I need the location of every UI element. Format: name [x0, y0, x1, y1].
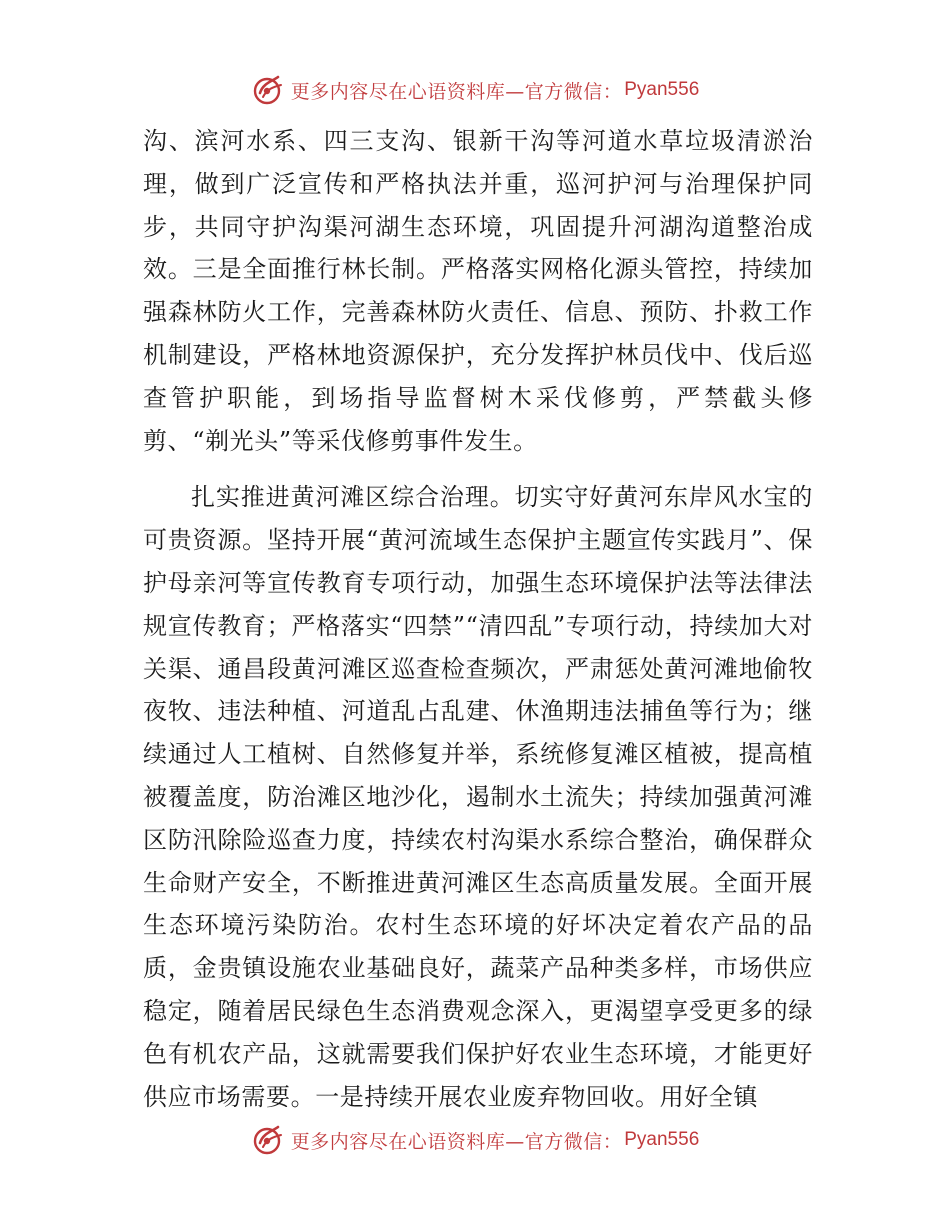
- paragraph-2: 扎实推进黄河滩区综合治理。切实守好黄河东岸风水宝的可贵资源。坚持开展“黄河流域生态保护主题宣传实践月”、保护母亲河等宣传教育专项行动，加强生态环境保护法等法律法规宣传教育；严格落实“四禁”“清四乱”专项行动，持续加大对关渠、通昌段黄河滩区巡查检查频次，严肃惩处黄河滩地偷牧夜牧、违法种植、河道乱占乱建、休渔期违法捕鱼等行为；继续通过人工植树、自然修复并举，系统修复滩区植被，提高植被覆盖度，防治滩区地沙化，遏制水土流失；持续加强黄河滩区防汛除险巡查力度，持续农村沟渠水系综合整治，确保群众生命财产安全，不断推进黄河滩区生态高质量发展。全面开展生态环境污染防治。农村生态环境的好坏决定着农产品的品质，金贵镇设施农业基础良好，蔬菜产品种类多样，市场供应稳定，随着居民绿色生态消费观念深入，更渴望享受更多的绿色有机农产品，这就需要我们保护好农业生态环境，才能更好供应市场需要。一是持续开展农业废弃物回收。用好全镇: [143, 483, 813, 1111]
- header-banner-text: 更多内容尽在心语资料库—官方微信：: [290, 80, 623, 103]
- red-flourish-logo-icon: [251, 1123, 285, 1157]
- footer-wechat-handle: Pyan556: [624, 1129, 700, 1150]
- paragraph-1: 沟、滨河水系、四三支沟、银新干沟等河道水草垃圾清淤治理，做到广泛宣传和严格执法并重，巡河护河与治理保护同步，共同守护沟渠河湖生态环境，巩固提升河湖沟道整治成效。三是全面推行林长制。严格落实网格化源头管控，持续加强森林防火工作，完善森林防火责任、信息、预防、扑救工作机制建设，严格林地资源保护，充分发挥护林员伐中、伐后巡查管护职能，到场指导监督树木采伐修剪，严禁截头修剪、“剃光头”等采伐修剪事件发生。: [143, 127, 813, 455]
- footer-watermark-banner: [0, 1120, 950, 1160]
- header-watermark-banner: [0, 70, 950, 110]
- red-flourish-logo-icon: [251, 73, 285, 107]
- document-body: [143, 120, 813, 1118]
- header-wechat-handle: Pyan556: [624, 79, 700, 100]
- footer-banner-text: 更多内容尽在心语资料库—官方微信：: [290, 1130, 623, 1153]
